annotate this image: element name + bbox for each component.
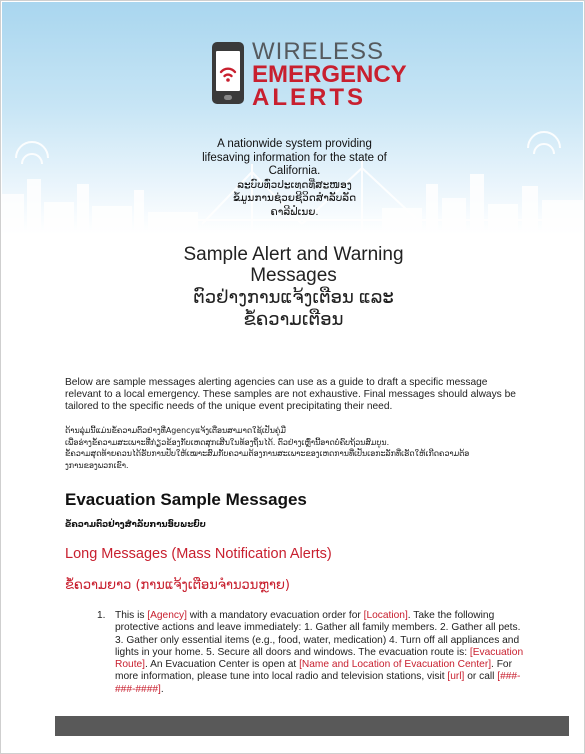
logo-line-alerts: ALERTS	[252, 84, 366, 111]
document-title	[81, 244, 506, 330]
intro-paragraph: Below are sample messages alerting agencies can use as a guide to draft a specific message relevant to a local emergency. These samples are not exhaustive. Final messages should always be tailored to the specific needs of the unique event precipitating their need.	[65, 377, 516, 413]
list-item	[97, 610, 529, 696]
wea-logo	[212, 38, 407, 111]
footer-bar	[55, 716, 569, 736]
tagline-en-3: California.	[268, 165, 321, 177]
tagline-lao-1: ລະບົບທົ່ວປະເທດທີ່ສະໜອງ	[237, 178, 352, 191]
placeholder-phone: [###-###-####]	[115, 671, 521, 695]
text-run: .	[160, 683, 164, 695]
text-run: . For more information, please tune into local radio and television stations, visit	[115, 659, 512, 683]
title-lao-2: ຂໍ້ຄວາມເຕືອນ	[243, 309, 344, 329]
tagline-lao-3: ຄາລີຟໍເນຍ.	[270, 205, 319, 218]
intro-lao-line-2: ເພື່ອຮ່າງຂໍ້ຄວາມສະເພາະທີ່ກ່ຽວຂ້ອງກັບເຫດສຸກເສີນໃນທ້ອງຖິ່ນໄດ້. ຕົວຢ່າງເຫຼົ່ານີ້ອາດບໍ່ຄົບຖ້ວນສົມບູນ.	[65, 437, 390, 447]
tagline	[162, 138, 427, 219]
evacuation-heading: Evacuation Sample Messages	[65, 490, 307, 509]
text-run: . Take the following protective actions and leave immediately: 1. Gather all family members. 2. Gather all pets. 3. Gather only essential items (e.g., food, water, medication) 4. Turn off all appliances and lights in your home. 5. Secure all doors and windows. The evacuation route is:	[115, 610, 521, 658]
evacuation-heading-lao: ຂໍ້ຄວາມຕົວຢ່າງສໍາລັບການອົບພະຍົບ	[65, 520, 206, 530]
phone-signal-icon	[212, 42, 244, 104]
header-banner	[2, 2, 583, 234]
text-run: This is	[115, 610, 148, 621]
text-run: or call	[464, 671, 498, 683]
placeholder-agency: [Agency]	[147, 610, 187, 621]
long-messages-heading: Long Messages (Mass Notification Alerts)	[65, 546, 332, 562]
text-run: . An Evacuation Center is open at	[145, 659, 300, 671]
placeholder-evacuation-center: [Name and Location of Evacuation Center]	[299, 659, 492, 671]
intro-lao-line-4: ງການຂອງພວກເຂົາ.	[65, 460, 129, 470]
text-run: with a mandatory evacuation order for	[186, 610, 364, 621]
tagline-en-1: A nationwide system providing	[217, 138, 372, 150]
logo-line-wireless: WIRELESS	[252, 38, 385, 65]
title-lao-1: ຕົວຢ່າງການແຈ້ງເຕືອນ ແລະ	[193, 287, 394, 307]
placeholder-evacuation-route: [Evacuation Route]	[115, 646, 524, 671]
intro-lao-line-1: ດ້ານລຸ່ມນີ້ແມ່ນຂໍ້ຄວາມຕົວຢ່າງທີ່Agencyແຈ້ງເຕືອນສາມາດໃຊ້ເປັນຄູ່ມື	[65, 426, 286, 435]
placeholder-url: [url]	[447, 671, 465, 683]
tagline-en-2: lifesaving information for the state of	[202, 151, 387, 164]
placeholder-location: [Location]	[363, 610, 408, 621]
intro-paragraph-lao	[65, 425, 535, 471]
long-messages-heading-lao: ຂໍ້ຄວາມຍາວ (ການແຈ້ງເຕືອນຈໍານວນຫຼາຍ)	[65, 578, 290, 593]
list-item-text	[115, 610, 529, 696]
title-en-2: Messages	[250, 265, 337, 286]
logo-line-emergency: EMERGENCY	[252, 61, 407, 88]
list-item-number: 1.	[97, 610, 106, 621]
tagline-lao-2: ຂໍ້ມູນການຊ່ວຍຊີວິດສໍາລັບລັດ	[232, 192, 357, 204]
intro-lao-line-3: ຂໍ້ຄວາມສຸດທ້າຍຄວນໄດ້ຮັບການປັບໃຫ້ເໝາະສົມກັບຄວາມຕ້ອງການສະເພາະຂອງເຫດການທີ່ເປັນເອກະລັກທີ່ເຮັດໃຫ້ເກີດຄວາມຕ້ອ	[65, 449, 470, 458]
title-en-1: Sample Alert and Warning	[183, 244, 404, 265]
